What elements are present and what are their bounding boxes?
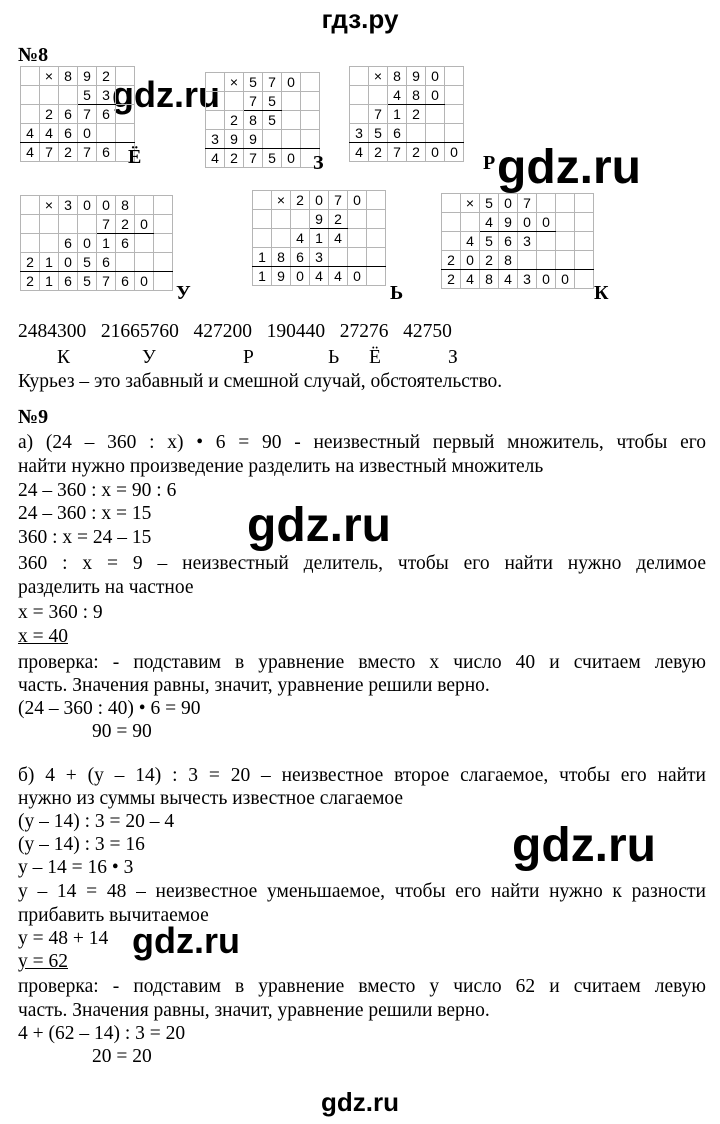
watermark: gdz.ru xyxy=(497,141,641,194)
multiplication-grid xyxy=(20,66,135,162)
grid-letter: З xyxy=(313,152,324,174)
grid-cell: 2 xyxy=(97,67,116,86)
grid-cell: 5 xyxy=(263,92,282,111)
grid-cell: 4 xyxy=(499,270,518,289)
grid-cell xyxy=(445,124,464,143)
grid-cell: 3 xyxy=(206,130,225,149)
answer-letter: З xyxy=(448,347,458,368)
grid-cell xyxy=(445,67,464,86)
grid-cell xyxy=(206,92,225,111)
grid-cell: × xyxy=(225,73,244,92)
grid-cell: 6 xyxy=(59,272,78,291)
grid-cell: 2 xyxy=(225,111,244,130)
grid-cell xyxy=(21,234,40,253)
grid-cell: 6 xyxy=(291,248,310,267)
grid-cell: 6 xyxy=(97,143,116,162)
grid-cell: 2 xyxy=(442,251,461,270)
grid-cell xyxy=(367,210,386,229)
watermark: gdz.ru xyxy=(112,74,220,115)
grid-cell: 1 xyxy=(97,234,116,253)
grid-cell: 8 xyxy=(480,270,499,289)
grid-cell xyxy=(350,67,369,86)
grid-cell: 2 xyxy=(291,191,310,210)
multiplication-grid xyxy=(252,190,386,286)
grid-cell xyxy=(272,210,291,229)
task-b-line: y = 48 + 14 xyxy=(18,928,109,949)
watermark: gdz.ru xyxy=(132,920,240,961)
grid-letter: К xyxy=(594,282,609,304)
grid-cell: 0 xyxy=(310,191,329,210)
task-a-line: разделить на частное xyxy=(18,577,194,598)
grid-cell xyxy=(206,111,225,130)
grid-cell: 2 xyxy=(225,149,244,168)
grid-letter: Ё xyxy=(128,146,142,168)
grid-cell: 6 xyxy=(97,105,116,124)
answer-letter: Ё xyxy=(369,347,381,368)
grid-cell xyxy=(407,124,426,143)
grid-cell: 8 xyxy=(407,86,426,105)
grid-cell xyxy=(154,253,173,272)
watermark: gdz.ru xyxy=(512,819,656,872)
grid-cell xyxy=(348,210,367,229)
task-b-line: 4 + (62 – 14) : 3 = 20 xyxy=(18,1023,186,1044)
grid-cell: 5 xyxy=(480,194,499,213)
grid-cell: 4 xyxy=(461,232,480,251)
grid-cell xyxy=(282,130,301,149)
grid-cell xyxy=(154,234,173,253)
grid-cell: 7 xyxy=(244,149,263,168)
grid-cell: 4 xyxy=(40,124,59,143)
task-9-number: №9 xyxy=(18,406,49,428)
task-a-line: 24 – 360 : x = 15 xyxy=(18,503,152,524)
grid-cell xyxy=(518,251,537,270)
grid-cell: 6 xyxy=(59,234,78,253)
grid-cell: 5 xyxy=(369,124,388,143)
answer-letter: Р xyxy=(243,347,254,368)
grid-cell xyxy=(272,229,291,248)
task-b-line: часть. Значения равны, значит, уравнение решили верно. xyxy=(18,1000,490,1021)
grid-cell: 0 xyxy=(348,191,367,210)
grid-cell xyxy=(253,210,272,229)
grid-cell: 6 xyxy=(59,105,78,124)
grid-cell xyxy=(537,232,556,251)
grid-cell: 5 xyxy=(244,73,263,92)
task-a-line: найти нужно произведение разделить на известный множитель xyxy=(18,456,544,477)
grid-cell: 7 xyxy=(263,73,282,92)
grid-cell xyxy=(21,86,40,105)
grid-cell xyxy=(442,194,461,213)
grid-cell: 5 xyxy=(78,272,97,291)
multiplication-grid xyxy=(441,193,594,289)
task-a-line: часть. Значения равны, значит, уравнение решили верно. xyxy=(18,675,490,696)
grid-cell xyxy=(291,210,310,229)
grid-cell: 7 xyxy=(329,191,348,210)
task-b-line: нужно из суммы вычесть известное слагаемое xyxy=(18,788,404,809)
grid-cell xyxy=(445,105,464,124)
grid-cell: 0 xyxy=(135,215,154,234)
grid-cell: × xyxy=(272,191,291,210)
grid-cell xyxy=(78,215,97,234)
grid-cell xyxy=(225,92,244,111)
site-header: гдз.ру xyxy=(321,4,399,34)
grid-cell: 0 xyxy=(59,253,78,272)
grid-cell: 3 xyxy=(350,124,369,143)
grid-cell: 2 xyxy=(480,251,499,270)
grid-cell: 0 xyxy=(78,196,97,215)
task-b-line: прибавить вычитаемое xyxy=(18,905,209,926)
grid-cell: 4 xyxy=(350,143,369,162)
grid-cell: 0 xyxy=(135,272,154,291)
grid-cell: 0 xyxy=(426,67,445,86)
grid-cell: 4 xyxy=(291,229,310,248)
answer-value: 190440 xyxy=(266,321,326,342)
task-a-line: (24 – 360 : 40) • 6 = 90 xyxy=(18,698,201,719)
grid-cell xyxy=(369,86,388,105)
grid-cell: 4 xyxy=(388,86,407,105)
task-b-answer: y = 62 xyxy=(18,951,68,972)
answer-letter: У xyxy=(142,347,156,368)
grid-cell: 2 xyxy=(442,270,461,289)
task-a-line: проверка: - подставим в уравнение вместо x число 40 и считаем левую xyxy=(18,652,706,673)
conclusion: Курьез – это забавный и смешной случай, обстоятельство. xyxy=(18,371,503,392)
grid-cell: 0 xyxy=(461,251,480,270)
task-b-line: (y – 14) : 3 = 20 – 4 xyxy=(18,811,175,832)
multiplication-grid xyxy=(349,66,464,162)
grid-cell: 4 xyxy=(461,270,480,289)
grid-cell: 7 xyxy=(97,215,116,234)
task-b-line: y – 14 = 16 • 3 xyxy=(18,857,134,878)
grid-cell xyxy=(367,229,386,248)
grid-cell: 7 xyxy=(518,194,537,213)
grid-cell: 5 xyxy=(78,253,97,272)
grid-cell: 9 xyxy=(78,67,97,86)
grid-cell xyxy=(575,213,594,232)
multiplication-grid xyxy=(20,195,173,291)
grid-cell xyxy=(21,105,40,124)
grid-cell: 7 xyxy=(78,143,97,162)
grid-cell: 0 xyxy=(537,270,556,289)
grid-cell: 8 xyxy=(244,111,263,130)
grid-cell xyxy=(116,124,135,143)
grid-cell xyxy=(135,234,154,253)
grid-cell xyxy=(537,194,556,213)
grid-cell: 0 xyxy=(97,196,116,215)
grid-cell: × xyxy=(40,196,59,215)
grid-cell xyxy=(154,215,173,234)
grid-cell: × xyxy=(369,67,388,86)
grid-cell: 8 xyxy=(272,248,291,267)
grid-cell: 8 xyxy=(388,67,407,86)
answer-letter: Ь xyxy=(328,347,340,368)
grid-letter: У xyxy=(176,282,191,304)
grid-cell: × xyxy=(40,67,59,86)
grid-cell xyxy=(350,86,369,105)
grid-cell: 2 xyxy=(407,143,426,162)
answer-letter: К xyxy=(57,347,71,368)
grid-cell: 4 xyxy=(329,229,348,248)
grid-cell: 3 xyxy=(59,196,78,215)
answer-value: 42750 xyxy=(403,321,452,342)
grid-cell xyxy=(301,111,320,130)
grid-cell: 4 xyxy=(206,149,225,168)
grid-cell xyxy=(40,215,59,234)
grid-cell xyxy=(556,251,575,270)
task-b-line: проверка: - подставим в уравнение вместо y число 62 и считаем левую xyxy=(18,976,706,997)
grid-cell xyxy=(40,234,59,253)
grid-cell xyxy=(537,251,556,270)
grid-cell: 7 xyxy=(78,105,97,124)
answer-value: 427200 xyxy=(193,321,252,342)
grid-cell: 0 xyxy=(499,194,518,213)
grid-cell: 2 xyxy=(40,105,59,124)
task-a-line: а) (24 – 360 : x) • 6 = 90 - неизвестный первый множитель, чтобы его xyxy=(18,432,706,453)
grid-cell: 4 xyxy=(329,267,348,286)
grid-cell: 0 xyxy=(556,270,575,289)
multiplication-grid xyxy=(205,72,320,168)
grid-cell xyxy=(329,248,348,267)
grid-cell xyxy=(426,124,445,143)
grid-cell xyxy=(97,124,116,143)
grid-cell xyxy=(445,86,464,105)
grid-cell: 9 xyxy=(272,267,291,286)
task-a-line: 90 = 90 xyxy=(92,721,152,742)
grid-cell: 5 xyxy=(263,111,282,130)
grid-cell: 0 xyxy=(518,213,537,232)
grid-cell xyxy=(59,215,78,234)
grid-cell: 1 xyxy=(310,229,329,248)
watermark: gdz.ru xyxy=(247,499,391,552)
task-8-number: №8 xyxy=(18,44,49,66)
grid-cell xyxy=(575,232,594,251)
grid-cell: 3 xyxy=(518,232,537,251)
grid-cell: 6 xyxy=(97,253,116,272)
grid-cell: 1 xyxy=(40,272,59,291)
grid-cell xyxy=(282,92,301,111)
grid-cell: 7 xyxy=(369,105,388,124)
grid-cell: 0 xyxy=(282,73,301,92)
task-a-line: 24 – 360 : x = 90 : 6 xyxy=(18,480,177,501)
grid-cell xyxy=(135,196,154,215)
grid-cell xyxy=(263,130,282,149)
answer-value: 27276 xyxy=(339,321,389,342)
grid-cell: 4 xyxy=(21,143,40,162)
grid-cell: 5 xyxy=(263,149,282,168)
grid-cell: 2 xyxy=(407,105,426,124)
grid-cell xyxy=(575,194,594,213)
grid-cell: 6 xyxy=(499,232,518,251)
task-a-line: 360 : x = 9 – неизвестный делитель, чтобы его найти нужно делимое xyxy=(18,553,706,574)
grid-cell xyxy=(556,232,575,251)
grid-cell xyxy=(116,105,135,124)
grid-cell xyxy=(154,272,173,291)
grid-cell xyxy=(116,253,135,272)
grid-cell xyxy=(282,111,301,130)
grid-cell: 6 xyxy=(388,124,407,143)
grid-cell xyxy=(556,213,575,232)
grid-cell: 0 xyxy=(348,267,367,286)
grid-cell xyxy=(348,248,367,267)
grid-cell: 2 xyxy=(21,253,40,272)
grid-cell xyxy=(461,213,480,232)
grid-cell: 4 xyxy=(21,124,40,143)
grid-cell xyxy=(135,253,154,272)
grid-cell xyxy=(21,67,40,86)
grid-cell xyxy=(116,67,135,86)
grid-cell: 7 xyxy=(97,272,116,291)
grid-cell xyxy=(40,86,59,105)
grid-letter: Ь xyxy=(390,282,404,304)
grid-cell xyxy=(154,196,173,215)
answer-value: 21665760 xyxy=(100,321,179,342)
grid-cell xyxy=(442,232,461,251)
answer-value: 2484300 xyxy=(18,321,87,342)
grid-cell xyxy=(21,215,40,234)
grid-cell: 3 xyxy=(97,86,116,105)
grid-cell: 6 xyxy=(116,234,135,253)
grid-cell xyxy=(367,267,386,286)
grid-cell: 9 xyxy=(407,67,426,86)
grid-cell: 0 xyxy=(426,86,445,105)
task-a-answer: x = 40 xyxy=(18,626,68,647)
grid-cell: 8 xyxy=(499,251,518,270)
grid-cell: 9 xyxy=(225,130,244,149)
grid-cell xyxy=(442,213,461,232)
grid-cell: 6 xyxy=(116,272,135,291)
grid-cell xyxy=(116,86,135,105)
grid-cell xyxy=(301,92,320,111)
grid-cell: 0 xyxy=(78,234,97,253)
grid-cell: 1 xyxy=(40,253,59,272)
grid-cell xyxy=(426,105,445,124)
grid-cell xyxy=(348,229,367,248)
task-a-line: x = 360 : 9 xyxy=(18,602,103,623)
grid-cell: 7 xyxy=(244,92,263,111)
grid-cell: 5 xyxy=(480,232,499,251)
task-b-line: 20 = 20 xyxy=(92,1046,152,1067)
grid-cell: 3 xyxy=(310,248,329,267)
grid-cell: 1 xyxy=(253,248,272,267)
grid-cell: 2 xyxy=(369,143,388,162)
grid-cell xyxy=(301,130,320,149)
grid-cell xyxy=(253,229,272,248)
grid-cell: 4 xyxy=(310,267,329,286)
grid-cell: 6 xyxy=(59,124,78,143)
grid-cell xyxy=(556,194,575,213)
grid-cell xyxy=(301,73,320,92)
site-footer: gdz.ru xyxy=(321,1087,399,1117)
grid-cell: 0 xyxy=(445,143,464,162)
grid-cell: 0 xyxy=(78,124,97,143)
grid-cell: 2 xyxy=(21,272,40,291)
answers-row xyxy=(18,320,452,343)
grid-cell: 9 xyxy=(499,213,518,232)
task-b-line: (y – 14) : 3 = 16 xyxy=(18,834,145,855)
grid-cell: 9 xyxy=(244,130,263,149)
grid-cell: 3 xyxy=(518,270,537,289)
grid-cell: 0 xyxy=(282,149,301,168)
grid-cell: 9 xyxy=(310,210,329,229)
grid-cell: 8 xyxy=(59,67,78,86)
grid-cell: 8 xyxy=(116,196,135,215)
grid-cell xyxy=(206,73,225,92)
grid-letter: Р xyxy=(483,152,496,174)
grid-cell: 0 xyxy=(537,213,556,232)
grid-cell xyxy=(253,191,272,210)
task-a-line: 360 : x = 24 – 15 xyxy=(18,527,152,548)
grid-cell: 7 xyxy=(388,143,407,162)
grid-cell xyxy=(350,105,369,124)
grid-cell xyxy=(367,191,386,210)
grid-cell: 2 xyxy=(116,215,135,234)
grid-cell: 0 xyxy=(291,267,310,286)
grid-cell xyxy=(21,196,40,215)
grid-cell: 5 xyxy=(78,86,97,105)
grid-cell xyxy=(59,86,78,105)
grid-cell: 2 xyxy=(59,143,78,162)
grid-cell xyxy=(575,270,594,289)
grid-cell: 2 xyxy=(329,210,348,229)
grid-cell: 1 xyxy=(253,267,272,286)
grid-cell: 4 xyxy=(480,213,499,232)
grid-cell: 1 xyxy=(388,105,407,124)
grid-cell: 0 xyxy=(426,143,445,162)
grid-cell xyxy=(575,251,594,270)
task-b-line: y – 14 = 48 – неизвестное уменьшаемое, чтобы его найти нужно к разности xyxy=(18,881,706,902)
grid-cell: × xyxy=(461,194,480,213)
grid-cell: 7 xyxy=(40,143,59,162)
task-b-line: б) 4 + (y – 14) : 3 = 20 – неизвестное второе слагаемое, чтобы его найти xyxy=(18,765,706,786)
grid-cell xyxy=(367,248,386,267)
